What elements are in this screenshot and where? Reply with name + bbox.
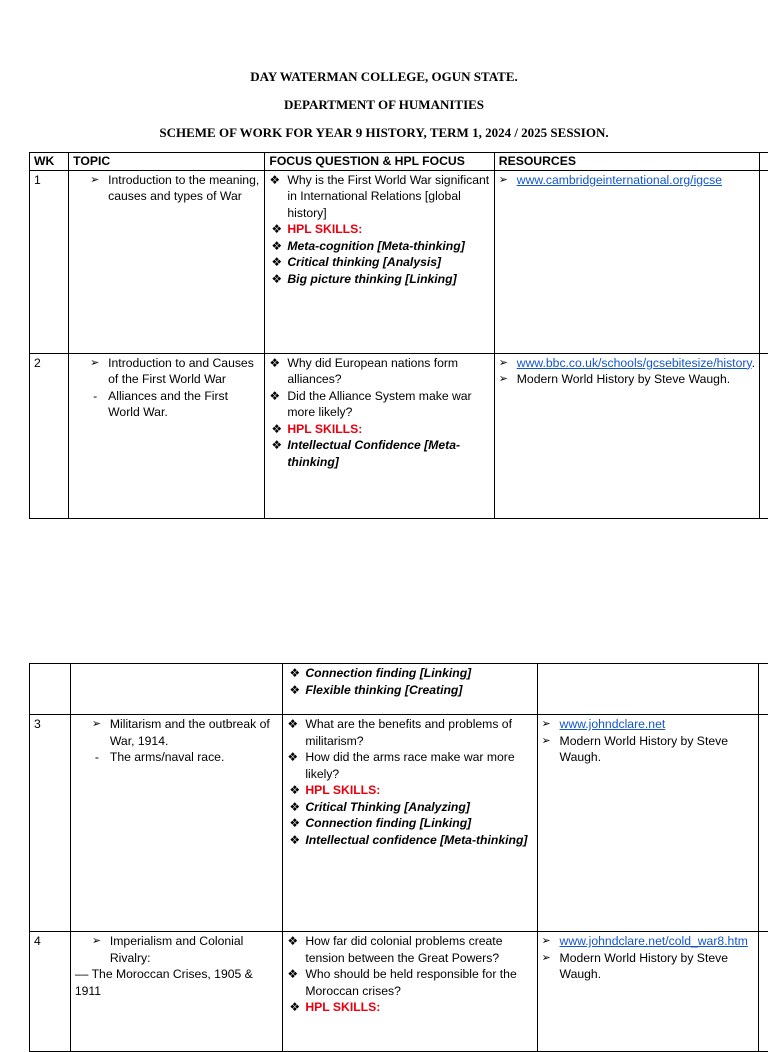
- item-text: What are the benefits and problems of militarism?: [305, 717, 512, 748]
- topic-item: [92, 716, 278, 749]
- hpl-skill: [287, 799, 532, 816]
- item-text: Introduction to and Causes of the First World War: [108, 356, 254, 387]
- table-row: [30, 664, 768, 715]
- table-edge: [759, 353, 768, 518]
- topic-cell: [70, 664, 282, 715]
- diamond-bullet-icon: ❖: [271, 254, 282, 271]
- arrow-bullet-icon: ➢: [92, 716, 101, 733]
- hpl-skills-heading: [287, 782, 532, 799]
- topic-cell: [69, 353, 265, 518]
- diamond-bullet-icon: ❖: [289, 815, 300, 832]
- hpl-skill: [287, 832, 532, 849]
- subtopic-item: [75, 749, 278, 766]
- diamond-bullet-icon: ❖: [269, 172, 280, 189]
- item-text: Imperialism and Colonial Rivalry:: [110, 934, 243, 965]
- week-cell: [30, 664, 71, 715]
- item-list: [75, 716, 278, 766]
- resource-item: [499, 371, 755, 388]
- diamond-bullet-icon: ❖: [289, 782, 300, 799]
- hpl-skill: [269, 437, 489, 470]
- resource-link[interactable]: www.bbc.co.uk/schools/gcsebitesize/history: [517, 356, 752, 370]
- item-text: Who should be held responsible for the Moroccan crises?: [305, 967, 516, 998]
- table-row: [30, 715, 768, 932]
- arrow-bullet-icon: ➢: [499, 172, 508, 189]
- resource-link[interactable]: www.johndclare.net/cold_war8.htm: [560, 934, 748, 948]
- resources-cell: [537, 715, 758, 932]
- item-list: [499, 172, 755, 189]
- scheme-table-page2: [29, 663, 768, 1052]
- diamond-bullet-icon: ❖: [289, 799, 300, 816]
- diamond-bullet-icon: ❖: [271, 437, 282, 454]
- resources-cell: [537, 664, 758, 715]
- resources-cell: [537, 932, 758, 1052]
- item-text: Big picture thinking [Linking]: [287, 272, 456, 286]
- focus-cell: [283, 664, 537, 715]
- focus-cell: [283, 932, 537, 1052]
- hpl-skill: [287, 815, 532, 832]
- focus-question: [287, 749, 532, 782]
- diamond-bullet-icon: ❖: [287, 716, 298, 733]
- focus-question: [269, 172, 489, 222]
- document-title: SCHEME OF WORK FOR YEAR 9 HISTORY, TERM 1, 2024 / 2025 SESSION.: [0, 125, 768, 141]
- focus-question: [269, 388, 489, 421]
- col-header-resources: RESOURCES: [494, 153, 759, 171]
- topic-cell: [70, 715, 282, 932]
- item-text: Did the Alliance System make war more likely?: [287, 389, 471, 420]
- week-cell: 1: [30, 170, 69, 353]
- topic-cell: [70, 932, 282, 1052]
- item-text: Meta-cognition [Meta-thinking]: [287, 239, 464, 253]
- week-cell: 3: [30, 715, 71, 932]
- college-title: DAY WATERMAN COLLEGE, OGUN STATE.: [0, 69, 768, 85]
- item-list: [499, 355, 755, 388]
- item-text: HPL SKILLS:: [305, 783, 380, 797]
- item-text: Alliances and the First World War.: [108, 389, 228, 420]
- focus-question: [269, 355, 489, 388]
- table-row: [30, 170, 768, 353]
- topic-cell: [69, 170, 265, 353]
- item-text: Connection finding [Linking]: [305, 666, 471, 680]
- link-suffix: .: [752, 356, 755, 370]
- col-header-wk: WK: [30, 153, 69, 171]
- hpl-skill: [269, 254, 489, 271]
- resource-link[interactable]: www.cambridgeinternational.org/igcse: [517, 173, 722, 187]
- dash-marker: -: [93, 388, 97, 405]
- diamond-bullet-icon: ❖: [289, 999, 300, 1016]
- diamond-bullet-icon: ❖: [271, 238, 282, 255]
- focus-cell: [265, 353, 494, 518]
- item-text: Intellectual confidence [Meta-thinking]: [305, 833, 527, 847]
- resource-link-item: [542, 933, 754, 950]
- item-text: Introduction to the meaning, causes and types of War: [108, 173, 259, 204]
- subtopic-item: [73, 388, 260, 421]
- item-text: Modern World History by Steve Waugh.: [560, 951, 728, 982]
- item-text: Modern World History by Steve Waugh.: [560, 734, 728, 765]
- diamond-bullet-icon: ❖: [289, 682, 300, 699]
- arrow-bullet-icon: ➢: [542, 733, 551, 750]
- col-header-focus: FOCUS QUESTION & HPL FOCUS: [265, 153, 494, 171]
- item-text: Intellectual Confidence [Meta-thinking]: [287, 438, 460, 469]
- diamond-bullet-icon: ❖: [287, 749, 298, 766]
- focus-cell: [283, 715, 537, 932]
- item-list: [269, 355, 489, 471]
- diamond-bullet-icon: ❖: [271, 271, 282, 288]
- hpl-skill: [269, 238, 489, 255]
- item-text: How far did colonial problems create tension between the Great Powers?: [305, 934, 502, 965]
- table-edge: [759, 153, 768, 171]
- hpl-skill: [287, 682, 532, 699]
- focus-question: [287, 933, 532, 966]
- scheme-table-page1: [29, 152, 768, 519]
- diamond-bullet-icon: ❖: [269, 388, 280, 405]
- item-list: [73, 172, 260, 205]
- subtopic-item: [75, 966, 278, 999]
- table-row: [30, 353, 768, 518]
- item-text: How did the arms race make war more likely?: [305, 750, 514, 781]
- item-text: HPL SKILLS:: [287, 222, 362, 236]
- item-text: Critical Thinking [Analyzing]: [305, 800, 470, 814]
- diamond-bullet-icon: ❖: [289, 665, 300, 682]
- arrow-bullet-icon: ➢: [90, 172, 99, 189]
- table-edge: [758, 932, 768, 1052]
- hpl-skills-heading: [269, 421, 489, 438]
- diamond-bullet-icon: ❖: [287, 966, 298, 983]
- item-text: The arms/naval race.: [110, 750, 224, 764]
- focus-cell: [265, 170, 494, 353]
- table-edge: [758, 715, 768, 932]
- item-text: Flexible thinking [Creating]: [305, 683, 462, 697]
- resource-item: [542, 733, 754, 766]
- item-text: Militarism and the outbreak of War, 1914.: [110, 717, 270, 748]
- week-cell: 2: [30, 353, 69, 518]
- item-list: [287, 933, 532, 1016]
- arrow-bullet-icon: ➢: [90, 355, 99, 372]
- arrow-bullet-icon: ➢: [92, 933, 101, 950]
- department-title: DEPARTMENT OF HUMANITIES: [0, 97, 768, 113]
- arrow-bullet-icon: ➢: [542, 716, 551, 733]
- item-text: Modern World History by Steve Waugh.: [517, 372, 730, 386]
- item-text: Connection finding [Linking]: [305, 816, 471, 830]
- diamond-bullet-icon: ❖: [271, 421, 282, 438]
- topic-item: [90, 172, 260, 205]
- focus-question: [287, 966, 532, 999]
- topic-item: [90, 355, 260, 388]
- week-cell: 4: [30, 932, 71, 1052]
- item-list: [73, 355, 260, 421]
- diamond-bullet-icon: ❖: [271, 221, 282, 238]
- hpl-skills-heading: [287, 999, 532, 1016]
- arrow-bullet-icon: ➢: [542, 950, 551, 967]
- table-row: [30, 932, 768, 1052]
- resource-link[interactable]: www.johndclare.net: [560, 717, 666, 731]
- topic-item: [92, 933, 278, 966]
- resources-cell: [494, 170, 759, 353]
- diamond-bullet-icon: ❖: [289, 832, 300, 849]
- item-text: Critical thinking [Analysis]: [287, 255, 441, 269]
- arrow-bullet-icon: ➢: [542, 933, 551, 950]
- hpl-skill: [269, 271, 489, 288]
- item-list: [542, 716, 754, 766]
- resource-link-item: [499, 172, 755, 189]
- focus-question: [287, 716, 532, 749]
- hpl-skill: [287, 665, 532, 682]
- dash-marker: -: [95, 749, 99, 766]
- col-header-topic: TOPIC: [69, 153, 265, 171]
- resource-link-item: [499, 355, 755, 372]
- item-list: [542, 933, 754, 983]
- item-text: –– The Moroccan Crises, 1905 & 1911: [75, 967, 253, 998]
- diamond-bullet-icon: ❖: [269, 355, 280, 372]
- resource-link-item: [542, 716, 754, 733]
- hpl-skills-heading: [269, 221, 489, 238]
- item-text: HPL SKILLS:: [287, 422, 362, 436]
- item-text: Why is the First World War significant in International Relations [global history]: [287, 173, 489, 220]
- item-list: [269, 172, 489, 288]
- item-text: HPL SKILLS:: [305, 1000, 380, 1014]
- item-list: [287, 665, 532, 698]
- item-list: [75, 933, 278, 999]
- table-header-row: [30, 153, 768, 171]
- table-edge: [758, 664, 768, 715]
- item-list: [287, 716, 532, 848]
- diamond-bullet-icon: ❖: [287, 933, 298, 950]
- resource-item: [542, 950, 754, 983]
- arrow-bullet-icon: ➢: [499, 355, 508, 372]
- resources-cell: [494, 353, 759, 518]
- arrow-bullet-icon: ➢: [499, 371, 508, 388]
- item-text: Why did European nations form alliances?: [287, 356, 458, 387]
- table-edge: [759, 170, 768, 353]
